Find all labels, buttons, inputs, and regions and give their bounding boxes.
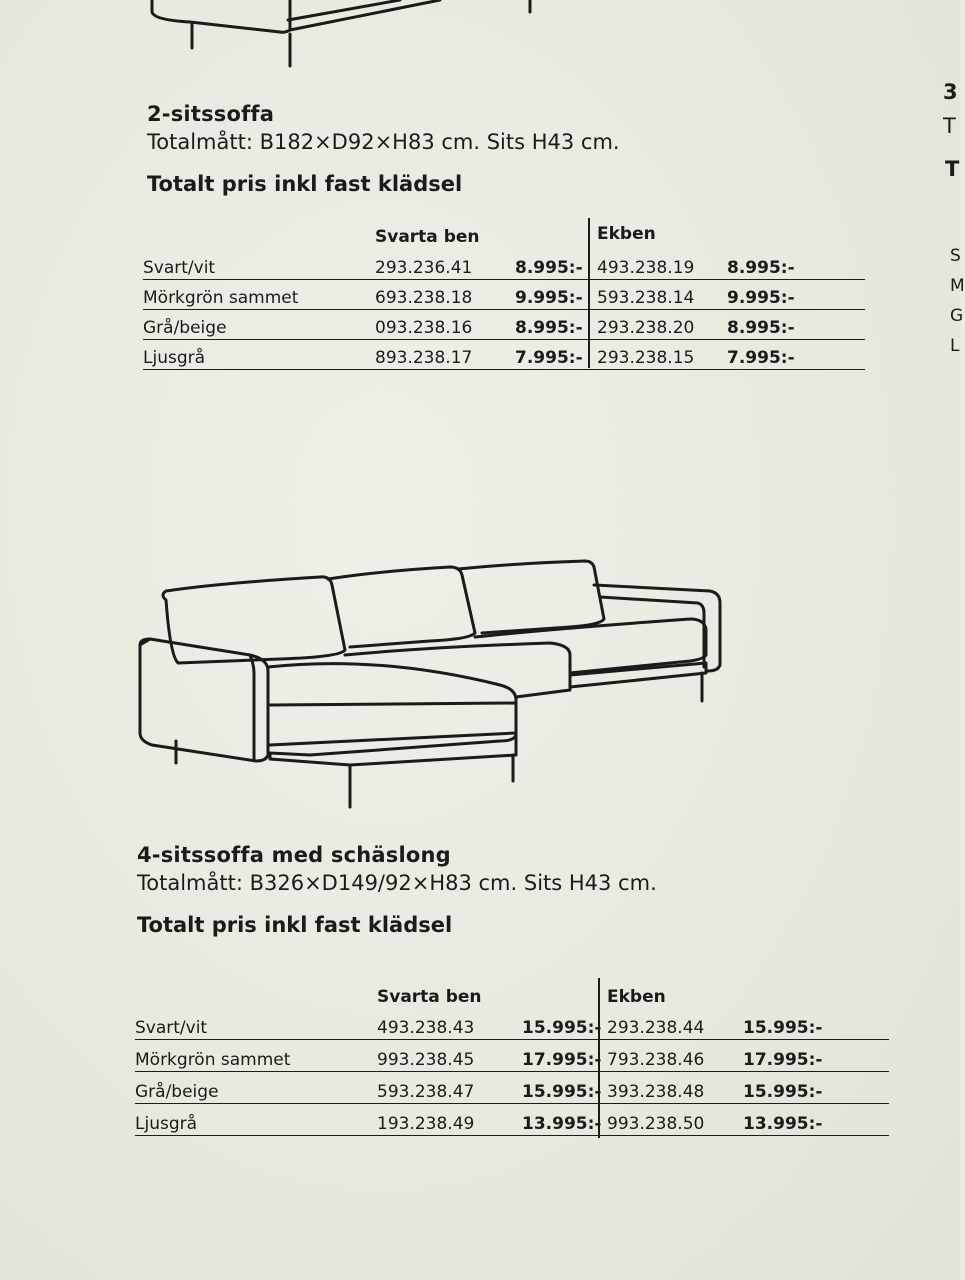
row-black-article: 693.238.18: [375, 288, 473, 308]
row-oak-price: 9.995:-: [727, 288, 795, 308]
sofa1-col-black-legs: Svarta ben: [375, 227, 480, 247]
row-oak-price: 15.995:-: [743, 1018, 823, 1038]
row-rule: [143, 369, 865, 371]
sofa1-info: [147, 102, 907, 196]
sofa-illustration-chaise: [130, 555, 730, 815]
table-row: [135, 1074, 895, 1104]
sofa2-price-table: [135, 978, 895, 1148]
row-black-article: 193.238.49: [377, 1114, 475, 1134]
row-oak-article: 593.238.14: [597, 288, 695, 308]
row-oak-article: 993.238.50: [607, 1114, 705, 1134]
row-black-price: 17.995:-: [522, 1050, 602, 1070]
row-color: Ljusgrå: [135, 1114, 198, 1134]
row-oak-price: 7.995:-: [727, 348, 795, 368]
sofa2-col-oak-legs: Ekben: [607, 987, 666, 1007]
row-oak-price: 13.995:-: [743, 1114, 823, 1134]
table-row: [135, 1106, 895, 1136]
row-oak-article: 293.238.44: [607, 1018, 705, 1038]
row-black-article: 293.236.41: [375, 258, 473, 278]
next-heading-fragment: T: [945, 157, 960, 181]
row-black-article: 093.238.16: [375, 318, 473, 338]
row-black-price: 8.995:-: [515, 318, 583, 338]
sofa1-price-heading: Totalt pris inkl fast klädsel: [147, 172, 463, 196]
row-oak-article: 293.238.20: [597, 318, 695, 338]
table-row: [143, 340, 868, 370]
sofa-illustration-top: [140, 0, 560, 75]
row-oak-price: 17.995:-: [743, 1050, 823, 1070]
next-row-fragment: S: [950, 246, 961, 266]
table-row: [135, 1042, 895, 1072]
row-oak-article: 493.238.19: [597, 258, 695, 278]
row-black-article: 993.238.45: [377, 1050, 475, 1070]
sofa1-dimensions: Totalmått: B182×D92×H83 cm. Sits H43 cm.: [147, 130, 620, 154]
row-black-price: 9.995:-: [515, 288, 583, 308]
row-black-article: 593.238.47: [377, 1082, 475, 1102]
row-oak-price: 15.995:-: [743, 1082, 823, 1102]
row-oak-article: 293.238.15: [597, 348, 695, 368]
row-black-price: 15.995:-: [522, 1018, 602, 1038]
next-row-fragment: L: [950, 336, 960, 356]
sofa1-col-oak-legs: Ekben: [597, 224, 656, 244]
row-oak-article: 793.238.46: [607, 1050, 705, 1070]
row-color: Svart/vit: [143, 258, 216, 278]
sofa1-title: 2-sitssoffa: [147, 102, 275, 126]
row-rule: [135, 1135, 889, 1137]
row-color: Grå/beige: [143, 318, 227, 338]
sofa2-dimensions: Totalmått: B326×D149/92×H83 cm. Sits H43 cm.: [137, 871, 657, 895]
row-color: Grå/beige: [135, 1082, 219, 1102]
row-black-price: 13.995:-: [522, 1114, 602, 1134]
row-black-article: 493.238.43: [377, 1018, 475, 1038]
row-color: Svart/vit: [135, 1018, 208, 1038]
row-black-price: 7.995:-: [515, 348, 583, 368]
sofa2-title: 4-sitssoffa med schäslong: [137, 843, 451, 867]
sofa2-info: [137, 843, 927, 937]
row-rule: [135, 1039, 889, 1041]
row-color: Mörkgrön sammet: [135, 1050, 291, 1070]
table-row: [143, 280, 868, 310]
next-dims-fragment: T: [943, 114, 956, 138]
next-title-fragment: 3: [943, 80, 958, 104]
row-color: Ljusgrå: [143, 348, 206, 368]
table-row: [143, 250, 868, 280]
row-oak-price: 8.995:-: [727, 258, 795, 278]
sofa1-price-table: [143, 218, 868, 374]
next-row-fragment: M: [950, 276, 965, 296]
row-black-price: 8.995:-: [515, 258, 583, 278]
row-oak-article: 393.238.48: [607, 1082, 705, 1102]
table-row: [135, 1010, 895, 1040]
table-row: [143, 310, 868, 340]
sofa2-price-heading: Totalt pris inkl fast klädsel: [137, 913, 453, 937]
row-black-article: 893.238.17: [375, 348, 473, 368]
row-rule: [135, 1071, 889, 1073]
row-rule: [135, 1103, 889, 1105]
row-black-price: 15.995:-: [522, 1082, 602, 1102]
sofa2-col-black-legs: Svarta ben: [377, 987, 482, 1007]
row-oak-price: 8.995:-: [727, 318, 795, 338]
row-color: Mörkgrön sammet: [143, 288, 299, 308]
next-row-fragment: G: [950, 306, 964, 326]
